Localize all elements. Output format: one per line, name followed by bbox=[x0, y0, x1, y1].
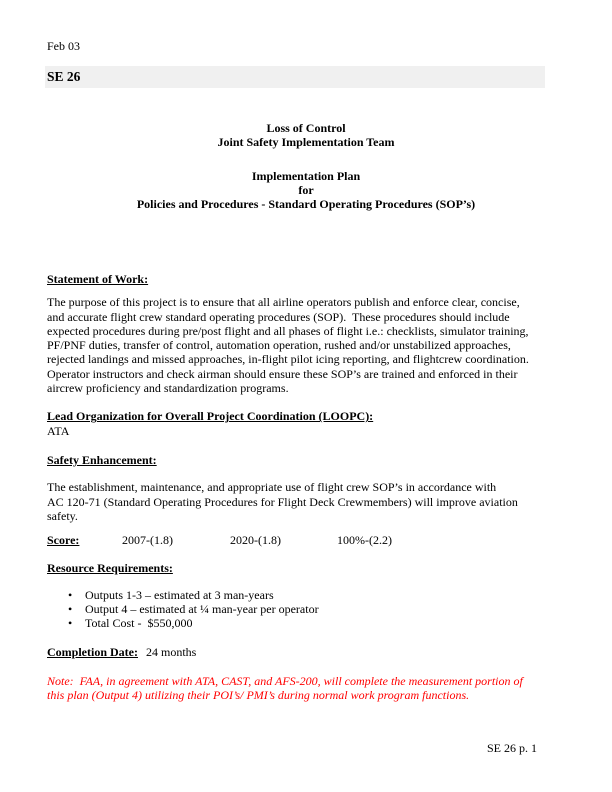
document-body bbox=[47, 272, 571, 703]
paragraph-line: Operator instructors and check airman should ensure these SOP’s are trained and enforced in their bbox=[47, 366, 518, 381]
paragraph-line: rejected landings and missed approaches, in-flight pilot icing reporting, and flightcrew coordination. bbox=[47, 352, 529, 367]
score-value-100pct: 100%-(2.2) bbox=[337, 533, 392, 548]
completion-date-label: Completion Date: bbox=[47, 644, 138, 659]
list-item: • Total Cost - $550,000 bbox=[85, 616, 571, 630]
safety-enhancement-heading: Safety Enhancement: bbox=[47, 452, 157, 467]
document-title-block bbox=[46, 121, 566, 211]
statement-of-work-paragraph bbox=[47, 295, 571, 395]
note-line: this plan (Output 4) utilizing their POI’s/ PMI’s during normal work program functions. bbox=[47, 688, 470, 703]
completion-date-value: 24 months bbox=[145, 644, 197, 659]
paragraph-line: expected procedures during pre/post flight and all phases of flight i.e.: checklists, simulator training, bbox=[47, 323, 529, 338]
paragraph-line: aircrew proficiency and standardization programs. bbox=[47, 381, 289, 396]
completion-date-row bbox=[47, 645, 571, 659]
paragraph-line: and accurate flight crew standard operating procedures (SOP). These procedures should include bbox=[47, 309, 510, 324]
document-date: Feb 03 bbox=[47, 39, 80, 53]
footer-page-number: SE 26 p. 1 bbox=[486, 741, 537, 755]
title-line-team-2: Joint Safety Implementation Team bbox=[217, 135, 395, 150]
list-item: • Outputs 1-3 – estimated at 3 man-years bbox=[85, 588, 571, 602]
se-number-banner bbox=[45, 66, 545, 88]
paragraph-line: PF/PNF duties, transfer of control, automation operation, rushed and/or unstabilized approaches, bbox=[47, 338, 511, 353]
title-line-plan: Implementation Plan bbox=[251, 168, 361, 183]
paragraph-line: The establishment, maintenance, and appropriate use of flight crew SOP’s in accordance with bbox=[47, 480, 497, 495]
resource-requirements-list bbox=[47, 588, 571, 631]
safety-enhancement-paragraph bbox=[47, 480, 571, 523]
title-line-for: for bbox=[298, 182, 314, 197]
score-label: Score: bbox=[47, 533, 80, 548]
score-value-2007: 2007-(1.8) bbox=[122, 533, 173, 548]
faa-note bbox=[47, 674, 571, 703]
se-number-label: SE 26 bbox=[47, 68, 81, 84]
score-value-2020: 2020-(1.8) bbox=[230, 533, 281, 548]
title-line-subject: Policies and Procedures - Standard Operating Procedures (SOP’s) bbox=[136, 197, 476, 212]
lead-organization-heading: Lead Organization for Overall Project Coordination (LOOPC): bbox=[47, 409, 374, 424]
paragraph-line: The purpose of this project is to ensure that all airline operators publish and enforce clear, concise, bbox=[47, 295, 520, 310]
lead-organization-value: ATA bbox=[47, 423, 70, 438]
note-line: Note: FAA, in agreement with ATA, CAST, and AFS-200, will complete the measurement portion of bbox=[47, 673, 523, 688]
score-row bbox=[47, 533, 571, 547]
paragraph-line: safety. bbox=[47, 508, 78, 523]
paragraph-line: AC 120-71 (Standard Operating Procedures for Flight Deck Crewmembers) will improve aviation bbox=[47, 494, 518, 509]
list-item: • Output 4 – estimated at ¼ man-year per operator bbox=[85, 602, 571, 616]
title-line-team-1: Loss of Control bbox=[266, 121, 346, 135]
resource-requirements-heading: Resource Requirements: bbox=[47, 561, 173, 576]
statement-of-work-heading: Statement of Work: bbox=[47, 272, 149, 286]
